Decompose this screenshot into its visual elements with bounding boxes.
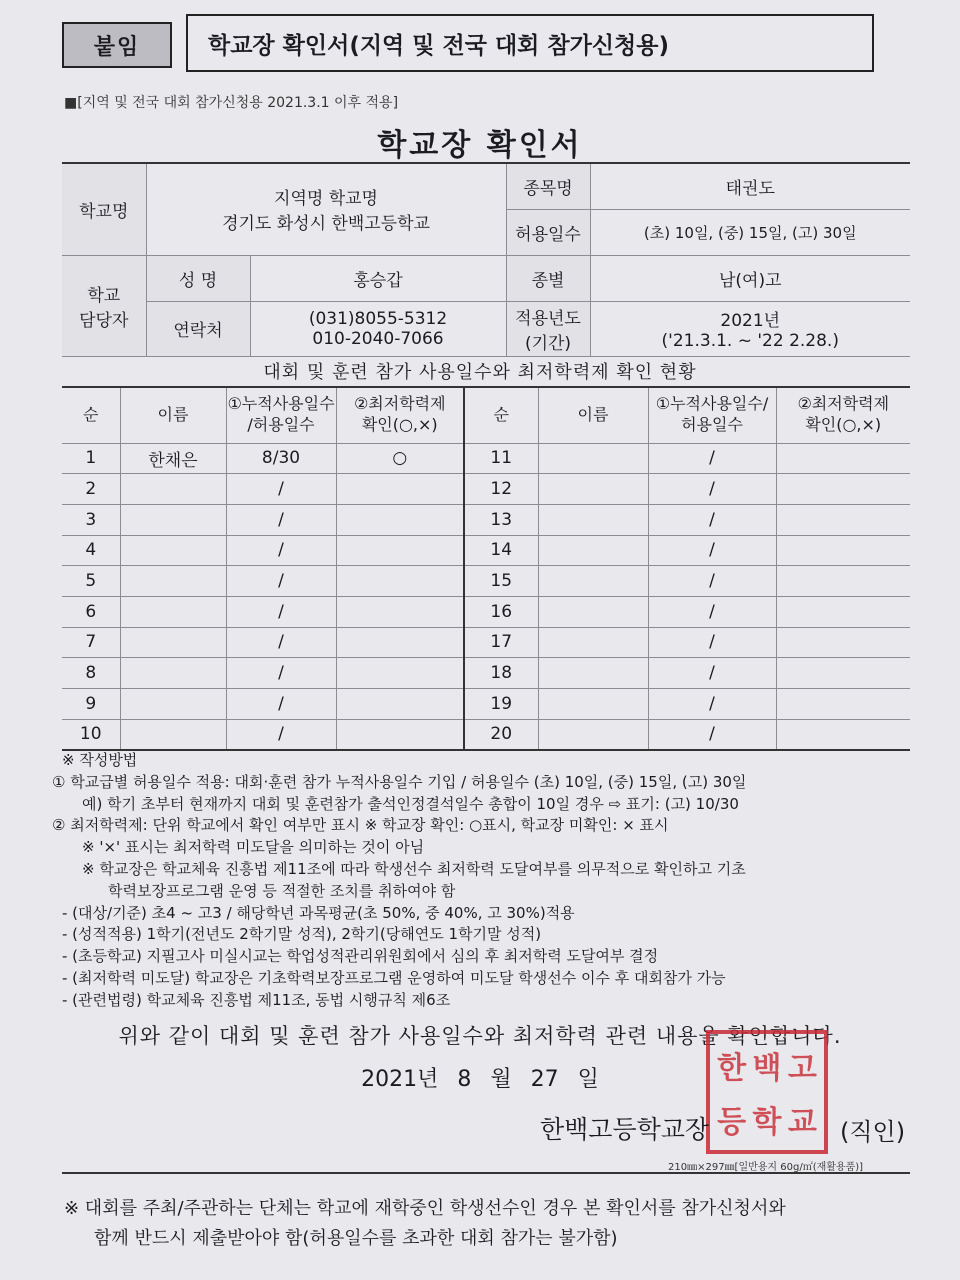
col-header-days-right: ①누적사용일수/ 허용일수 [648, 387, 776, 443]
student-name [538, 719, 648, 750]
year-value: 2021년 ('21.3.1. ~ '22 2.28.) [590, 301, 910, 356]
school-name-label: 학교명 [62, 163, 146, 255]
min-academic-check [776, 443, 910, 474]
days-used: / [648, 596, 776, 627]
note-item: - (성적적용) 1학기(전년도 2학기말 성적), 2학기(당해연도 1학기말 성적) [62, 925, 542, 944]
student-name [120, 535, 226, 566]
table-row [62, 596, 910, 627]
paper-spec: 210㎜×297㎜[일반용지 60g/㎡(재활용품)] [668, 1162, 864, 1173]
min-academic-check: ○ [336, 443, 464, 474]
student-name [538, 596, 648, 627]
note-item: - (관련법령) 학교체육 진흥법 제11조, 동법 시행규칙 제6조 [62, 990, 451, 1009]
school-name-header: 지역명 학교명 [274, 189, 378, 210]
school-name-value: 경기도 화성시 한백고등학교 [222, 214, 430, 235]
min-academic-check [776, 566, 910, 597]
table-row [62, 566, 910, 597]
days-used: / [226, 504, 336, 535]
phone-label: 연락처 [146, 301, 250, 356]
applicability-note: ■[지역 및 전국 대회 참가신청용 2021.3.1 이후 적용] [64, 95, 399, 111]
row-no: 11 [464, 443, 538, 474]
issue-date: 2021년 8 월 27 일 [361, 1067, 599, 1092]
student-name [538, 658, 648, 689]
student-name [538, 474, 648, 505]
note-item: ① 학교급별 허용일수 적용: 대회·훈련 참가 누적사용일수 기입 / 허용일수 (초) 10일, (중) 15일, (고) 30일 [52, 772, 747, 791]
days-used: / [226, 627, 336, 658]
writing-instructions [52, 750, 932, 1012]
days-used: / [648, 504, 776, 535]
days-used: / [226, 689, 336, 720]
student-name [120, 504, 226, 535]
days-used: / [648, 689, 776, 720]
school-name-cell [146, 163, 506, 255]
row-no: 18 [464, 658, 538, 689]
seal-label: (직인) [840, 1118, 906, 1146]
days-used: / [648, 535, 776, 566]
student-name: 한채은 [120, 443, 226, 474]
min-academic-check [336, 627, 464, 658]
table-row [62, 443, 910, 474]
table-row [62, 474, 910, 505]
student-name [120, 474, 226, 505]
note-item: - (초등학교) 지필고사 미실시교는 학업성적관리위원회에서 심의 후 최저학력 도달여부 결정 [62, 947, 659, 966]
col-header-days: ①누적사용일수 /허용일수 [226, 387, 336, 443]
row-no: 7 [62, 627, 120, 658]
student-name [120, 689, 226, 720]
row-no: 19 [464, 689, 538, 720]
days-used: / [226, 719, 336, 750]
min-academic-check [776, 504, 910, 535]
student-name [538, 535, 648, 566]
divider [62, 1172, 910, 1174]
days-used: 8/30 [226, 443, 336, 474]
student-name [538, 566, 648, 597]
row-no: 5 [62, 566, 120, 597]
table-row [62, 535, 910, 566]
official-seal-stamp: 한 백 고 등 학 교 [706, 1030, 828, 1154]
student-name [538, 504, 648, 535]
note-item: - (최저학력 미도달) 학교장은 기초학력보장프로그램 운영하여 미도달 학생선수 이수 후 대회참가 가능 [62, 968, 726, 987]
year-label: 적용년도 (기간) [506, 301, 590, 356]
days-used: / [226, 596, 336, 627]
table-row [62, 658, 910, 689]
contact-person-label: 학교 담당자 [62, 255, 146, 356]
usage-table [62, 386, 910, 751]
phone-value: (031)8055-5312 010-2040-7066 [250, 301, 506, 356]
notes-heading: ※ 작성방법 [62, 751, 138, 769]
row-no: 13 [464, 504, 538, 535]
usage-table-header [62, 387, 910, 443]
note-item: 예) 학기 초부터 현재까지 대회 및 훈련참가 출석인정결석일수 총합이 10일 경우 ⇨ 표기: (고) 10/30 [82, 794, 739, 813]
row-no: 12 [464, 474, 538, 505]
gender-label: 종별 [506, 255, 590, 301]
days-used: / [648, 474, 776, 505]
min-academic-check [336, 474, 464, 505]
allowed-days-value: (초) 10일, (중) 15일, (고) 30일 [590, 209, 910, 255]
sport-value: 태권도 [590, 163, 910, 209]
gender-value: 남(여)고 [590, 255, 910, 301]
days-used: / [648, 566, 776, 597]
principal-signature: 한백고등학교장 [540, 1115, 710, 1144]
student-name [120, 566, 226, 597]
row-no: 3 [62, 504, 120, 535]
confirmation-statement: 위와 같이 대회 및 훈련 참가 사용일수와 최저학력 관련 내용을 확인합니다. [118, 1024, 842, 1048]
min-academic-check [776, 658, 910, 689]
days-used: / [648, 719, 776, 750]
min-academic-check [776, 474, 910, 505]
min-academic-check [776, 627, 910, 658]
note-item: 학력보장프로그램 운영 등 적절한 조치를 취하여야 함 [108, 881, 456, 900]
min-academic-check [336, 658, 464, 689]
row-no: 10 [62, 719, 120, 750]
student-name [538, 627, 648, 658]
days-used: / [648, 443, 776, 474]
col-header-check: ②최저학력제 확인(○,×) [336, 387, 464, 443]
row-no: 14 [464, 535, 538, 566]
student-name [538, 443, 648, 474]
row-no: 4 [62, 535, 120, 566]
row-no: 17 [464, 627, 538, 658]
days-used: / [226, 474, 336, 505]
min-academic-check [776, 596, 910, 627]
note-item: ② 최저학력제: 단위 학교에서 확인 여부만 표시 ※ 학교장 확인: ○표시, 학교장 미확인: × 표시 [52, 816, 669, 835]
contact-name-value: 홍승갑 [250, 255, 506, 301]
student-name [120, 627, 226, 658]
min-academic-check [336, 596, 464, 627]
col-header-check-right: ②최저학력제 확인(○,×) [776, 387, 910, 443]
row-no: 2 [62, 474, 120, 505]
days-used: / [226, 658, 336, 689]
table-row [62, 627, 910, 658]
page-title: 학교장 확인서 [377, 128, 583, 163]
student-name [120, 596, 226, 627]
col-header-no-right: 순 [464, 387, 538, 443]
row-no: 6 [62, 596, 120, 627]
days-used: / [226, 566, 336, 597]
table-row [62, 719, 910, 750]
student-name [538, 689, 648, 720]
min-academic-check [336, 689, 464, 720]
row-no: 16 [464, 596, 538, 627]
days-used: / [648, 627, 776, 658]
days-used: / [648, 658, 776, 689]
sport-label: 종목명 [506, 163, 590, 209]
min-academic-check [336, 719, 464, 750]
min-academic-check [776, 689, 910, 720]
row-no: 15 [464, 566, 538, 597]
note-item: ※ '×' 표시는 최저학력 미도달을 의미하는 것이 아님 [82, 838, 425, 857]
row-no: 1 [62, 443, 120, 474]
name-label: 성 명 [146, 255, 250, 301]
student-name [120, 719, 226, 750]
table-row [62, 689, 910, 720]
days-used: / [226, 535, 336, 566]
student-name [120, 658, 226, 689]
allowed-days-label: 허용일수 [506, 209, 590, 255]
col-header-name-right: 이름 [538, 387, 648, 443]
attachment-tag: 붙임 [62, 22, 172, 68]
row-no: 20 [464, 719, 538, 750]
min-academic-check [336, 504, 464, 535]
info-table [62, 162, 910, 357]
note-item: - (대상/기준) 초4 ~ 고3 / 해당학년 과목평균(초 50%, 중 40%, 고 30%)적용 [62, 903, 575, 922]
document-header-title: 학교장 확인서(지역 및 전국 대회 참가신청용) [186, 14, 874, 72]
note-item: ※ 학교장은 학교체육 진흥법 제11조에 따라 학생선수 최저학력 도달여부를 의무적으로 확인하고 기초 [82, 859, 746, 878]
col-header-no: 순 [62, 387, 120, 443]
min-academic-check [776, 535, 910, 566]
section-heading: 대회 및 훈련 참가 사용일수와 최저학력제 확인 현황 [263, 362, 697, 383]
footer-notice: ※ 대회를 주최/주관하는 단체는 학교에 재학중인 학생선수인 경우 본 확인서를 참가신청서와 함께 반드시 제출받아야 함(허용일수를 초과한 대회 참가는 불가함) [64, 1198, 786, 1249]
row-no: 8 [62, 658, 120, 689]
table-row [62, 504, 910, 535]
row-no: 9 [62, 689, 120, 720]
min-academic-check [336, 566, 464, 597]
min-academic-check [336, 535, 464, 566]
col-header-name: 이름 [120, 387, 226, 443]
min-academic-check [776, 719, 910, 750]
